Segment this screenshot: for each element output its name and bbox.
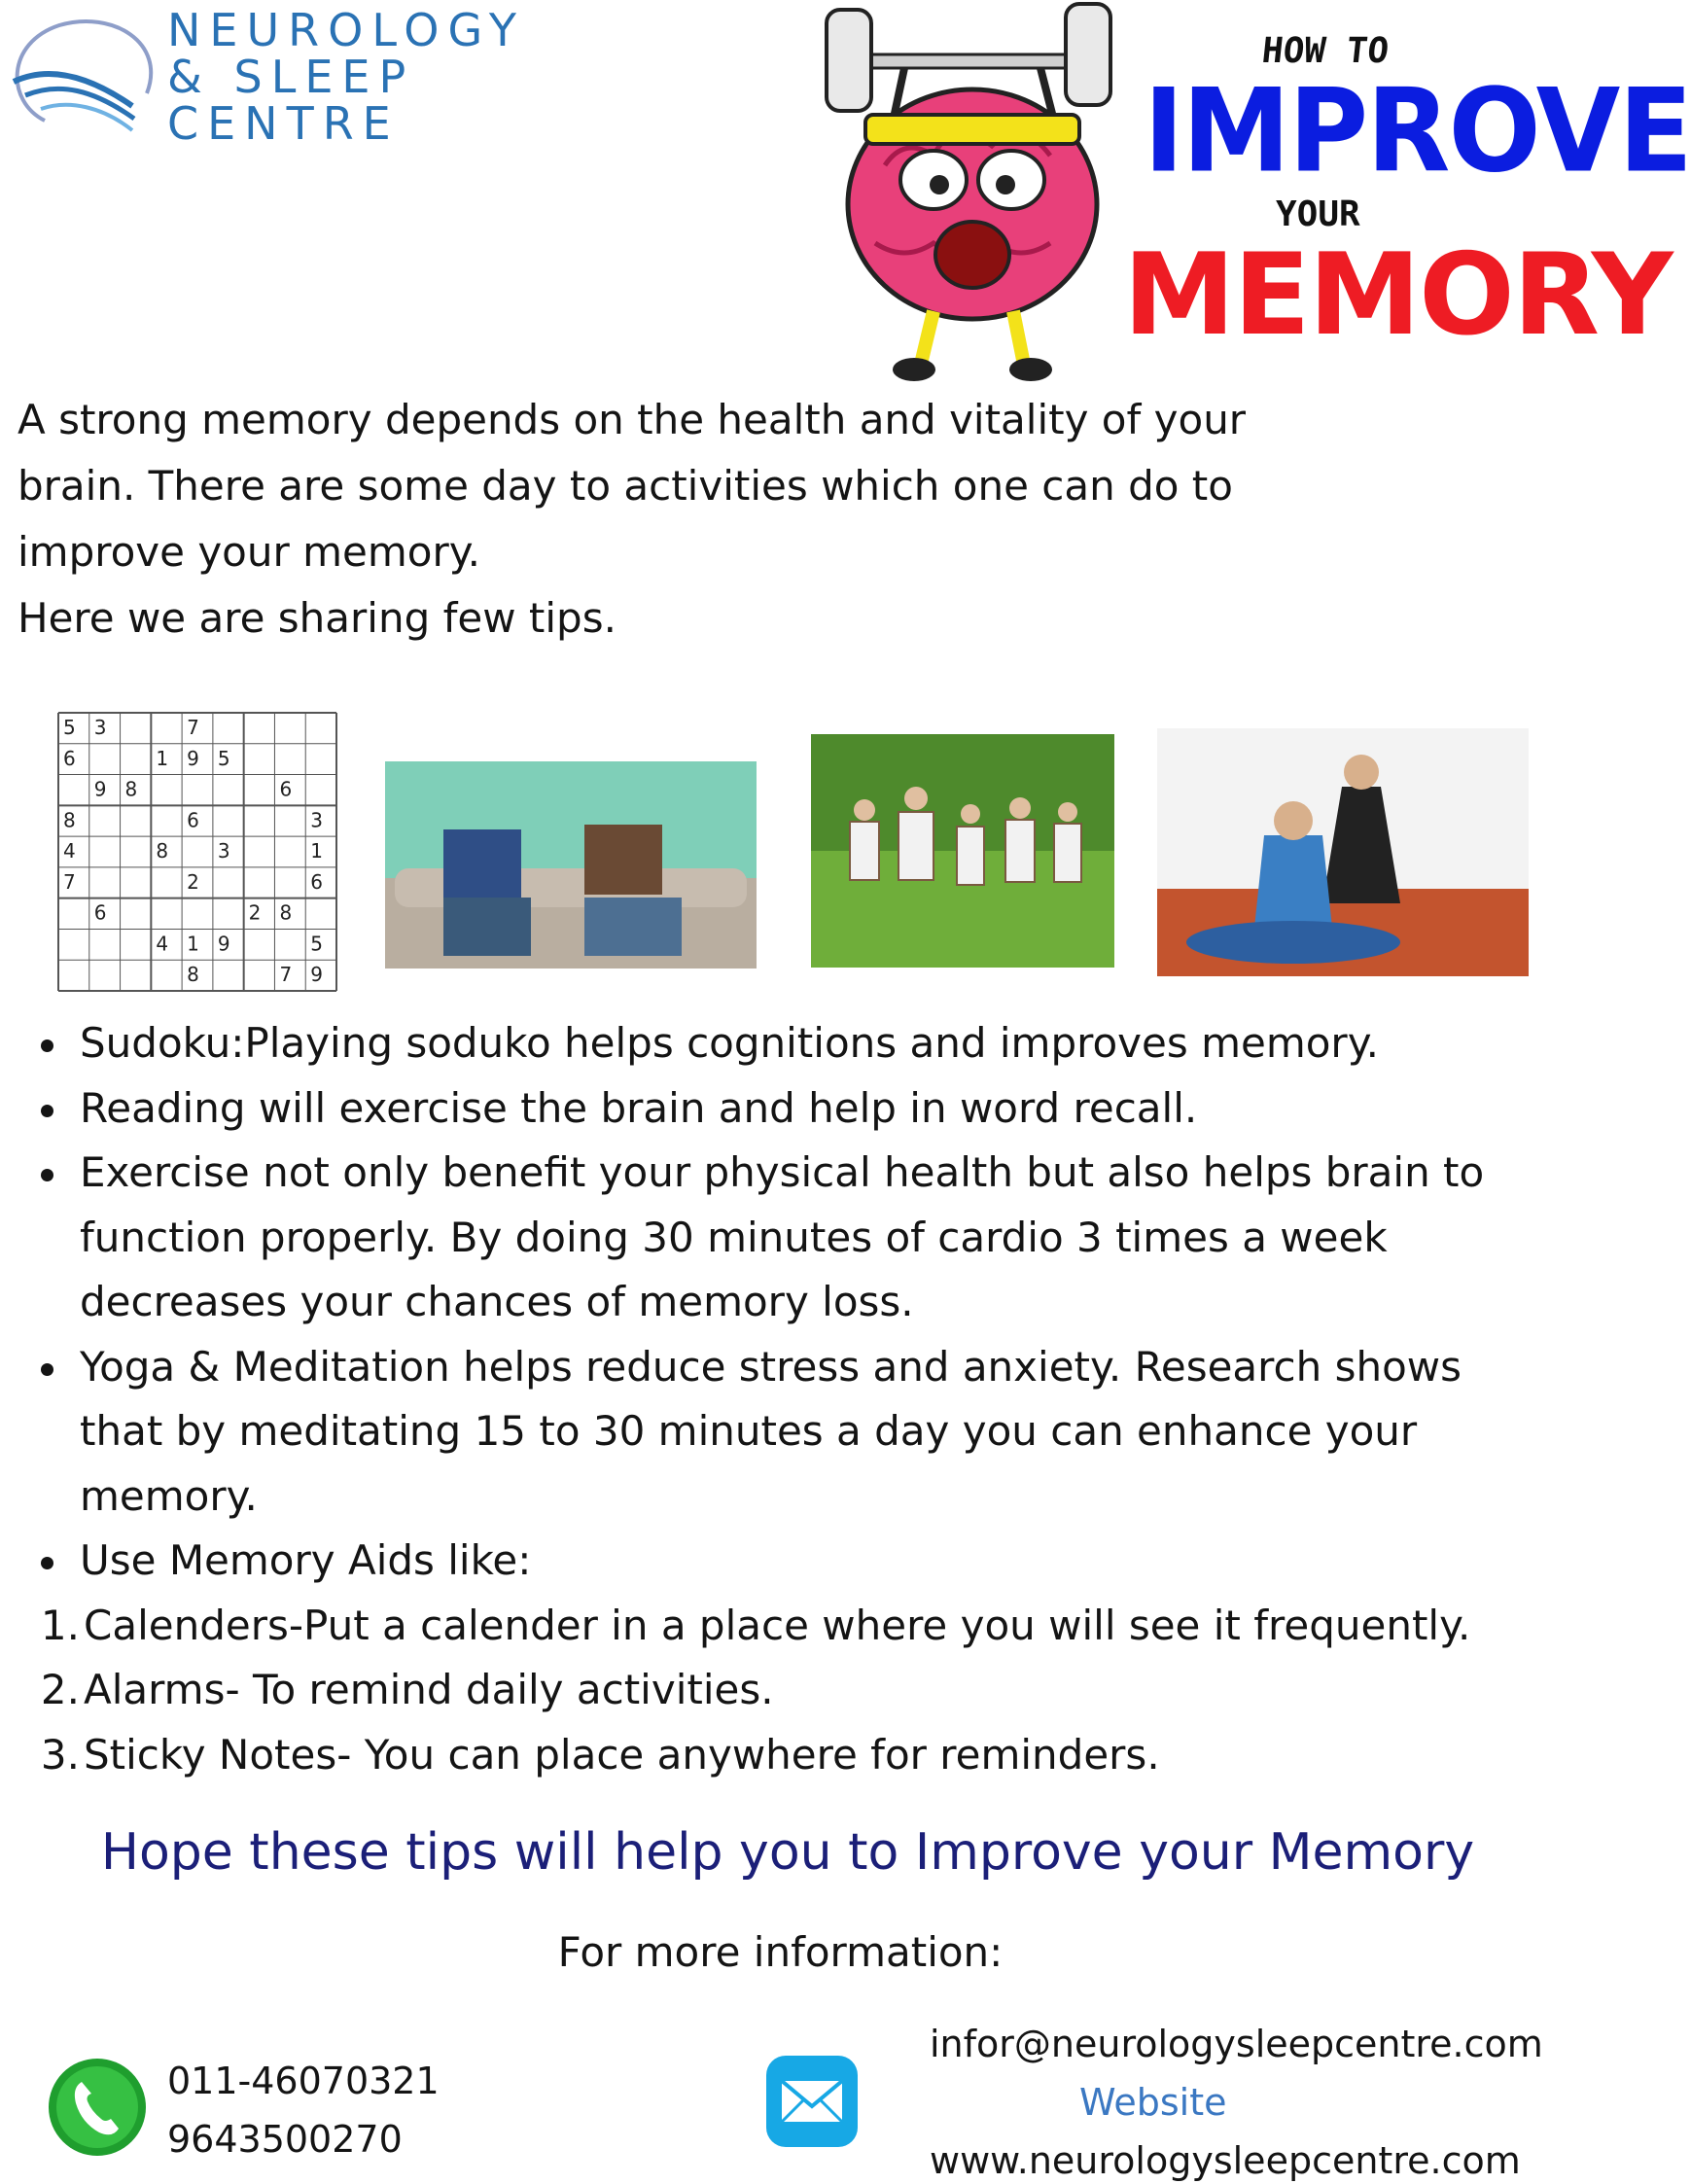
book-icon	[584, 825, 662, 895]
list-number: 2.	[40, 1666, 80, 1713]
header-poster	[797, 0, 1691, 384]
tip-text: Exercise not only benefit your physical health but also helps brain to function properly. By doing 30 minutes of cardio 3 times a week decreases your chances of memory loss.	[80, 1148, 1485, 1325]
poster-your: YOUR	[1276, 194, 1360, 234]
brain-weightlifting-icon	[797, 0, 1147, 384]
sudoku-cell: 4	[156, 932, 169, 956]
list-number: 1.	[40, 1601, 80, 1649]
sudoku-cell: 6	[279, 777, 293, 801]
tip-text: Yoga & Meditation helps reduce stress and anxiety. Research shows that by meditating 15 to 30 minutes a day you can enhance your memory.	[80, 1342, 1462, 1520]
sudoku-cell: 1	[310, 839, 323, 863]
sudoku-image	[58, 713, 336, 991]
website-label: Website	[1079, 2081, 1227, 2124]
tip-text: Sudoku:Playing soduko helps cognitions and improves memory.	[80, 1019, 1379, 1067]
email-address[interactable]: infor@neurologysleepcentre.com	[930, 2023, 1543, 2065]
closing-message: Hope these tips will help you to Improve your Memory	[100, 1823, 1475, 1882]
memory-aid-text: Calenders-Put a calender in a place where you will see it frequently.	[84, 1601, 1471, 1649]
logo-line-2: & SLEEP	[167, 51, 415, 103]
email-icon[interactable]	[764, 2054, 860, 2149]
logo-line-1: NEUROLOGY	[167, 4, 525, 56]
intro-text	[18, 387, 1262, 652]
sudoku-cell: 4	[63, 839, 76, 863]
tip-text: Use Memory Aids like:	[80, 1536, 532, 1584]
sudoku-cell: 3	[217, 839, 230, 863]
tips-list	[35, 1011, 1513, 1787]
sudoku-cell: 7	[279, 963, 293, 987]
phone-icon[interactable]	[47, 2057, 148, 2158]
yoga-photo	[1157, 728, 1529, 976]
sudoku-cell: 9	[217, 932, 230, 956]
bullet-icon	[35, 1141, 80, 1206]
memory-aid-text: Sticky Notes- You can place anywhere for reminders.	[84, 1730, 1160, 1779]
sudoku-cell: 2	[187, 869, 199, 894]
sudoku-cell: 2	[248, 900, 262, 925]
memory-aid-text: Alarms- To remind daily activities.	[84, 1666, 774, 1713]
bullet-icon	[35, 1529, 80, 1594]
logo-swoosh-icon	[6, 14, 161, 140]
memory-aid-item	[35, 1723, 1513, 1788]
list-number: 3.	[40, 1730, 80, 1779]
sudoku-cell: 3	[93, 716, 107, 739]
tip-item	[35, 1011, 1513, 1076]
sudoku-cell: 5	[217, 746, 230, 770]
logo-line-3: CENTRE	[167, 97, 400, 150]
sudoku-cell: 1	[187, 932, 199, 956]
sudoku-cell: 9	[93, 777, 107, 801]
sudoku-cell: 8	[63, 808, 76, 832]
intro-sharing-line: Here we are sharing few tips.	[18, 594, 617, 642]
poster-memory: MEMORY	[1123, 229, 1672, 361]
exercise-photo	[811, 734, 1114, 968]
website-link[interactable]: www.neurologysleepcentre.com	[930, 2139, 1521, 2182]
sudoku-cell: 6	[63, 746, 76, 770]
memory-aid-item	[35, 1594, 1513, 1659]
sudoku-cell: 5	[310, 932, 323, 956]
phone-number-mobile[interactable]: 9643500270	[167, 2118, 403, 2161]
bullet-icon	[35, 1335, 80, 1400]
phone-number-landline[interactable]: 011-46070321	[167, 2060, 440, 2102]
sudoku-cell: 8	[187, 963, 199, 987]
reading-photo	[385, 761, 757, 969]
poster-how-to: HOW TO	[1259, 31, 1392, 71]
sudoku-cell: 7	[63, 869, 76, 894]
intro-paragraph: A strong memory depends on the health and vitality of your brain. There are some day to activities which one can do to improve your memory.	[18, 396, 1247, 576]
clinic-logo	[6, 4, 525, 154]
sudoku-cell: 8	[156, 839, 169, 863]
sudoku-cell: 6	[187, 808, 199, 832]
bullet-icon	[35, 1011, 80, 1076]
sudoku-cell: 6	[93, 900, 107, 925]
tip-text: Reading will exercise the brain and help in word recall.	[80, 1083, 1198, 1132]
sudoku-cell: 8	[124, 777, 138, 801]
bullet-icon	[35, 1076, 80, 1142]
sudoku-cell: 6	[310, 869, 323, 894]
tip-item	[35, 1529, 1513, 1594]
poster-improve: IMPROVE	[1144, 64, 1691, 198]
book-icon	[443, 829, 521, 898]
sudoku-cell: 5	[63, 716, 76, 739]
sudoku-cell: 9	[310, 963, 323, 987]
sudoku-cell: 3	[310, 808, 323, 832]
tip-item	[35, 1335, 1513, 1530]
tip-item	[35, 1076, 1513, 1142]
sudoku-cell: 8	[279, 900, 293, 925]
sudoku-cell: 9	[187, 746, 199, 770]
memory-aid-item	[35, 1658, 1513, 1723]
sudoku-cell: 7	[187, 716, 199, 739]
tip-item	[35, 1141, 1513, 1335]
sudoku-cell: 1	[156, 746, 169, 770]
more-info-heading: For more information:	[557, 1928, 1004, 1976]
